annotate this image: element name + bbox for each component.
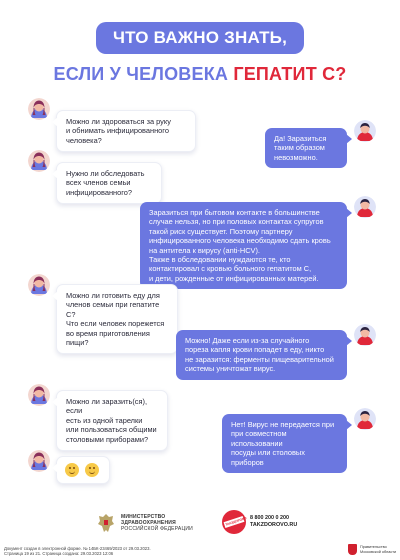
message-q2: Нужно ли обследовать всех членов семьи инфицированного? <box>56 162 162 204</box>
woman-avatar-icon <box>28 450 50 472</box>
message-a4: Нет! Вирус не передается при при совместном использовании посуды или столовых приборов <box>222 414 347 473</box>
minzdrav-line-2: ЗДРАВООХРАНЕНИЯ <box>121 520 176 526</box>
smile-emoji-icon <box>85 463 99 477</box>
message-q1: Можно ли здороваться за руку и обнимать инфицированного человека? <box>56 110 196 152</box>
moscow-region-logo: Правительство Московской области <box>348 544 396 555</box>
hotline-phone: 8 800 200 0 200 <box>250 515 289 522</box>
takzdorovo-logo-icon <box>222 510 246 534</box>
minzdrav-logo <box>96 512 193 534</box>
minzdrav-line-3: РОССИЙСКОЙ ФЕДЕРАЦИИ <box>121 526 193 532</box>
woman-avatar-icon <box>28 274 50 296</box>
man-avatar-icon <box>354 408 376 430</box>
eagle-emblem-icon <box>96 512 116 534</box>
title-line-2-text: ЕСЛИ У ЧЕЛОВЕКА <box>53 64 234 84</box>
man-avatar-icon <box>354 196 376 218</box>
message-emoji <box>56 456 110 484</box>
footer <box>0 508 400 560</box>
document-info: Документ создан в электронной форме. № 14БК-23469/2023 от 29.03.2023. Страница 19 из 21. Страница создана: 29.03.2023 12:06 <box>4 546 151 557</box>
message-a3: Можно! Даже если из-за случайного пореза капля крови попадет в еду, никто не заразится: ферменты пищеварительной системы уничтожат вирус. <box>176 330 347 380</box>
takzdorovo-logo[interactable] <box>222 510 297 534</box>
smile-emoji-icon <box>65 463 79 477</box>
minzdrav-line-1: МИНИСТЕРСТВО <box>121 514 166 520</box>
title-line-2-highlight: ГЕПАТИТ С? <box>233 64 347 84</box>
message-a1: Да! Заразиться таким образом невозможно. <box>265 128 347 168</box>
message-q3: Можно ли готовить еду для членов семьи при гепатите С? Что если человек порежется во время приготовления пищи? <box>56 284 178 354</box>
woman-avatar-icon <box>28 98 50 120</box>
woman-avatar-icon <box>28 384 50 406</box>
title-line-1: ЧТО ВАЖНО ЗНАТЬ, <box>96 22 304 54</box>
takzdorovo-badge: ТАКЗДОРОВО <box>224 516 248 527</box>
title-line-2 <box>0 64 400 85</box>
takzdorovo-site[interactable]: TAKZDOROVO.RU <box>250 522 298 528</box>
moscow-region-crest-icon <box>348 544 357 555</box>
man-avatar-icon <box>354 324 376 346</box>
message-a2: Заразиться при бытовом контакте в большинстве случае нельзя, но при половых контактах супругов такой риск существует. Поэтому партнеру инфицированного человека необходимо сдать кровь на антитела к вирусу (anti-HCV). Также в обследовании нуждаются те, кто контактировал с кровью больного гепатитом С, и дети, рожденные от инфицированных матерей. <box>140 202 347 289</box>
man-avatar-icon <box>354 120 376 142</box>
message-q4: Можно ли заразить(ся), если есть из одной тарелки или пользоваться общими столовыми приборами? <box>56 390 168 451</box>
woman-avatar-icon <box>28 150 50 172</box>
